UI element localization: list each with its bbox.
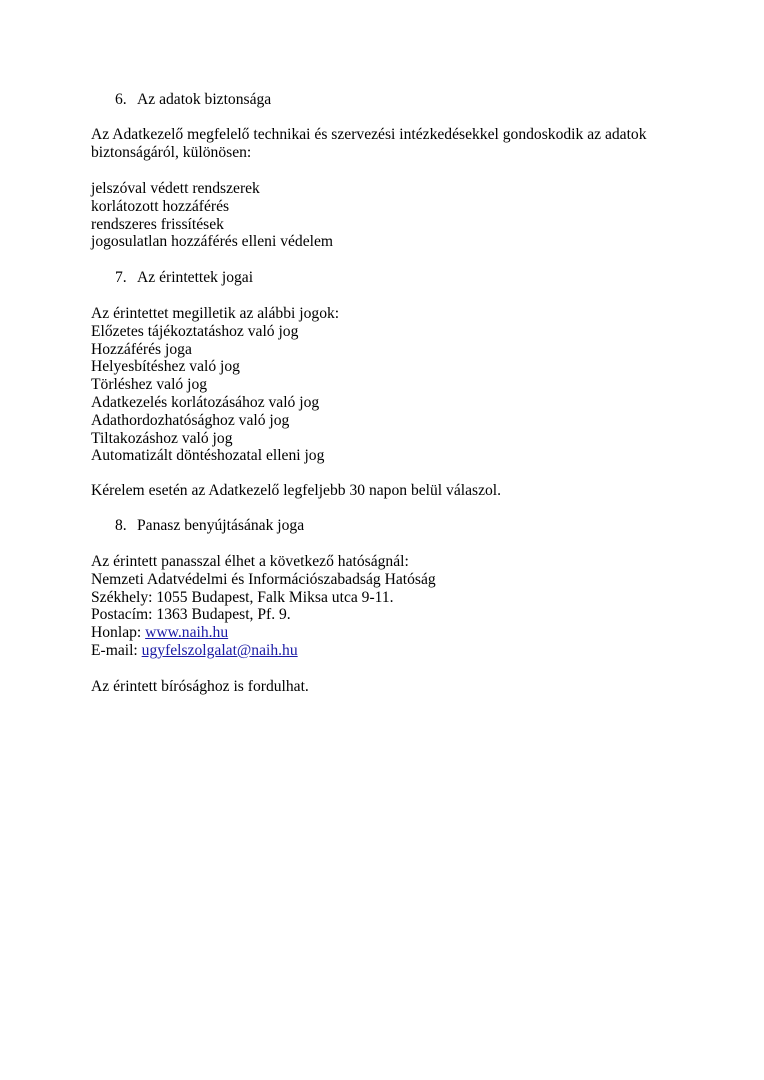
section-6-heading	[115, 91, 271, 109]
section-number: 6.	[115, 91, 127, 108]
list-item: Automatizált döntéshozatal elleni jog	[91, 447, 325, 465]
closing-note	[91, 678, 309, 696]
list-item: Tiltakozáshoz való jog	[91, 429, 233, 447]
list-item: Adathordozhatósághoz való jog	[91, 411, 290, 429]
list-item: Hozzáférés joga	[91, 340, 192, 358]
paragraph-line: Az érintett panasszal élhet a következő hatóságnál:	[91, 553, 409, 570]
paragraph-line: Kérelem esetén az Adatkezelő legfeljebb 30 napon belül válaszol.	[91, 482, 502, 499]
authority-name: Nemzeti Adatvédelmi és Információszabadság Hatóság	[91, 570, 436, 588]
website-label: Honlap:	[91, 624, 146, 642]
authority-seat: Székhely: 1055 Budapest, Falk Miksa utca 9-11.	[91, 588, 394, 606]
email-label: E-mail:	[91, 641, 142, 659]
list-item: rendszeres frissítések	[91, 215, 224, 233]
paragraph-line: Az érintettet megilletik az alábbi jogok:	[91, 305, 340, 322]
section-6-intro	[91, 126, 647, 162]
authority-postal: Postacím: 1363 Budapest, Pf. 9.	[91, 606, 291, 624]
security-measures-list	[91, 180, 333, 251]
response-note	[91, 482, 501, 500]
list-item: Adatkezelés korlátozásához való jog	[91, 393, 320, 411]
authority-email	[91, 642, 436, 660]
section-number: 7.	[115, 269, 127, 286]
section-title: Az érintettek jogai	[137, 269, 254, 286]
website-link[interactable]: www.naih.hu	[145, 624, 229, 642]
section-title: Panasz benyújtásának joga	[137, 517, 305, 534]
section-title: Az adatok biztonsága	[137, 91, 272, 108]
section-7-heading	[115, 269, 253, 287]
list-item: jogosulatlan hozzáférés elleni védelem	[91, 233, 334, 251]
section-8-heading	[115, 517, 304, 535]
authority-contact	[91, 553, 436, 660]
list-item: Előzetes tájékoztatáshoz való jog	[91, 322, 299, 340]
paragraph-line: Az Adatkezelő megfelelő technikai és szervezési intézkedésekkel gondoskodik az adatok	[91, 126, 647, 143]
rights-list	[91, 305, 339, 465]
paragraph-line: Az érintett bírósághoz is fordulhat.	[91, 678, 309, 695]
section-number: 8.	[115, 517, 127, 534]
paragraph-line: biztonságáról, különösen:	[91, 143, 252, 161]
list-item: Helyesbítéshez való jog	[91, 358, 240, 376]
authority-website	[91, 624, 436, 642]
list-item: korlátozott hozzáférés	[91, 197, 230, 215]
list-item: Törléshez való jog	[91, 376, 208, 394]
email-link[interactable]: ugyfelszolgalat@naih.hu	[141, 641, 298, 659]
list-item: jelszóval védett rendszerek	[91, 180, 260, 197]
